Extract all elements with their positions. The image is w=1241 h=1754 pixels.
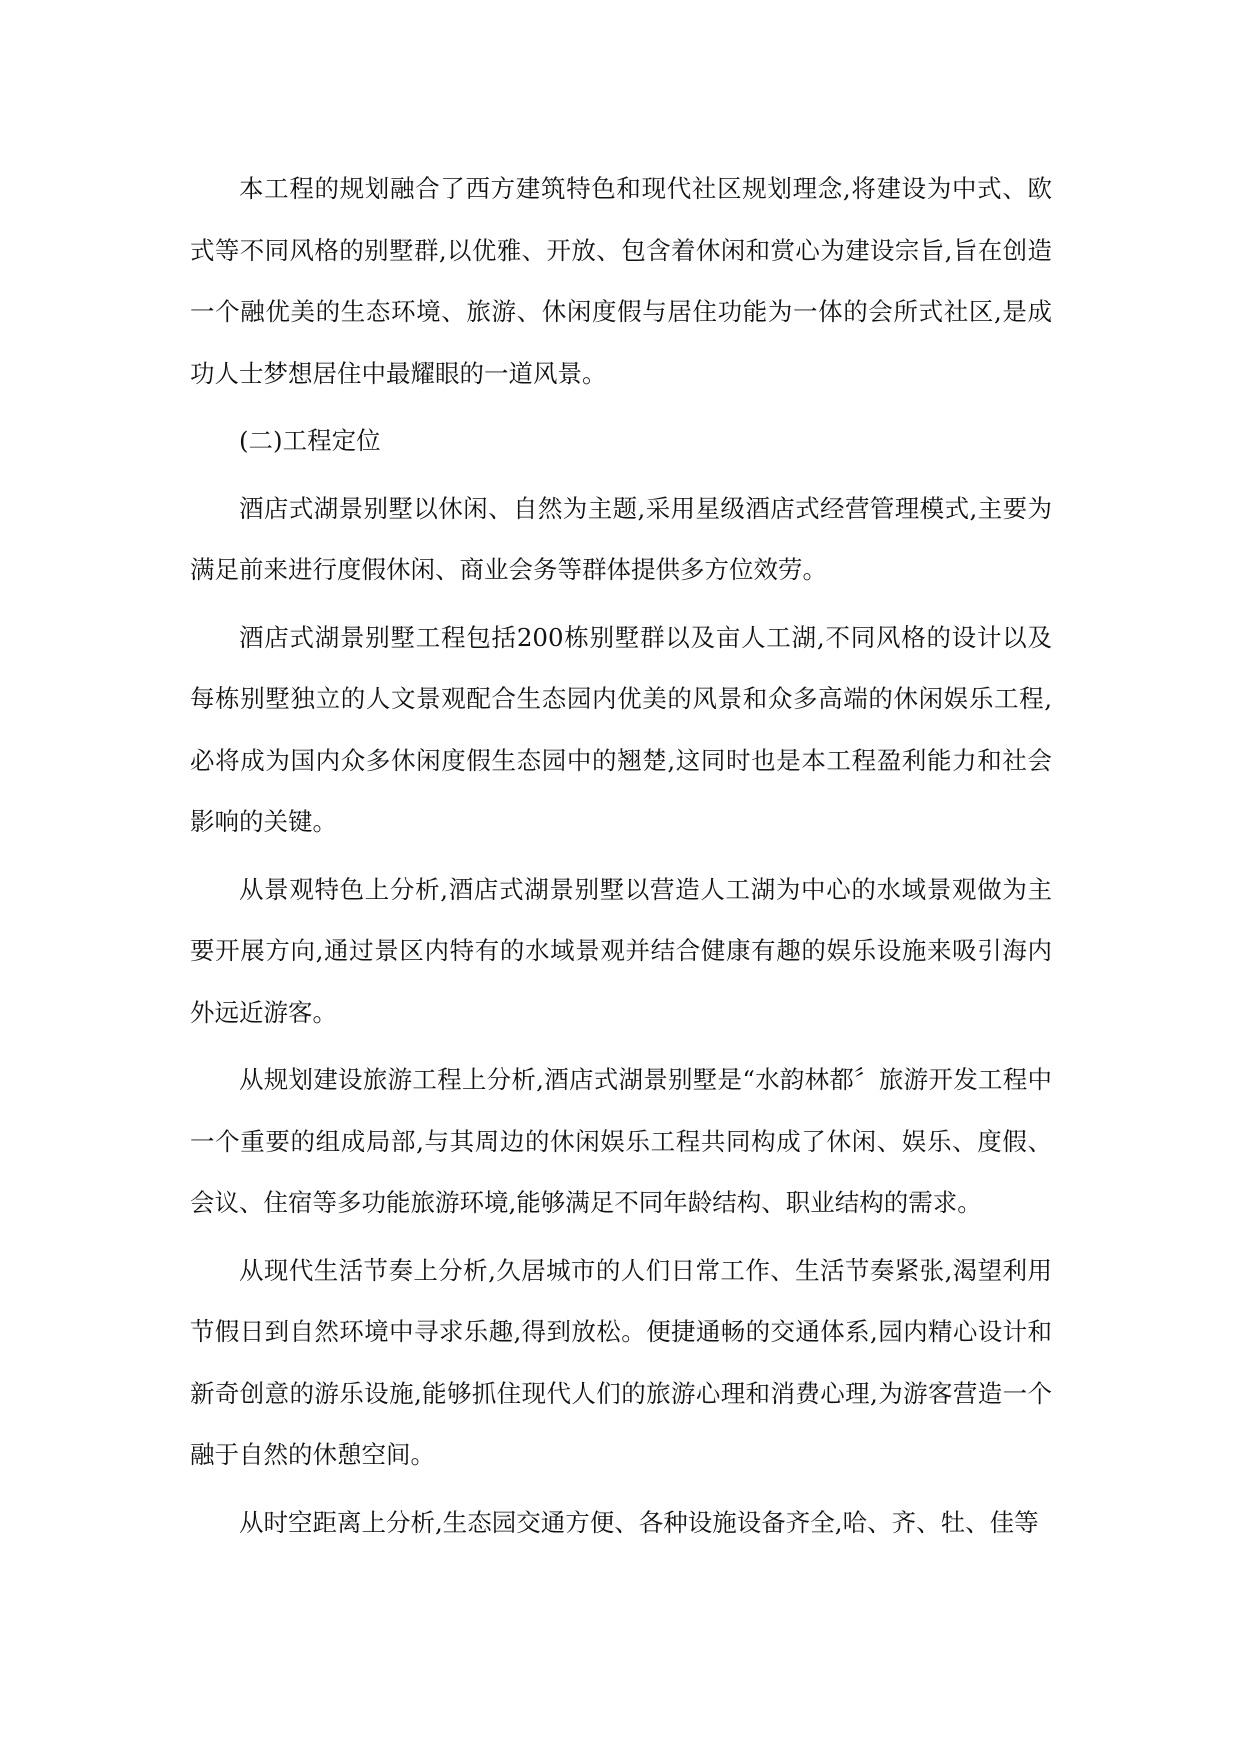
section-heading-project-positioning: (二)工程定位	[239, 426, 381, 455]
paragraph-intro: 本工程的规划融合了西方建筑特色和现代社区规划理念,将建设为中式、欧式等不同风格的别墅群,以优雅、开放、包含着休闲和赏心为建设宗旨,旨在创造一个融优美的生态环境、旅游、休闲度假与居住功能为一体的会所式社区,是成功人士梦想居住中最耀眼的一道风景。	[190, 174, 1052, 388]
paragraph-project-scope: 酒店式湖景别墅工程包括200栋别墅群以及亩人工湖,不同风格的设计以及每栋别墅独立的人文景观配合生态园内优美的风景和众多高端的休闲娱乐工程,必将成为国内众多休闲度假生态园中的翘楚,这同时也是本工程盈利能力和社会影响的关键。	[190, 622, 1052, 836]
paragraph-tourism-planning-analysis: 从规划建设旅游工程上分析,酒店式湖景别墅是“水韵林都〞旅游开发工程中一个重要的组成局部,与其周边的休闲娱乐工程共同构成了休闲、娱乐、度假、会议、住宿等多功能旅游环境,能够满足不同年龄结构、职业结构的需求。	[190, 1065, 1052, 1217]
paragraph-landscape-analysis: 从景观特色上分析,酒店式湖景别墅以营造人工湖为中心的水域景观做为主要开展方向,通过景区内特有的水域景观并结合健康有趣的娱乐设施来吸引海内外远近游客。	[190, 874, 1052, 1027]
document-body	[190, 158, 1052, 1559]
paragraph-distance-analysis: 从时空距离上分析,生态园交通方便、各种设施设备齐全,哈、齐、牡、佳等	[239, 1507, 1039, 1537]
paragraph-modern-life-analysis: 从现代生活节奏上分析,久居城市的人们日常工作、生活节奏紧张,渴望利用节假日到自然环境中寻求乐趣,得到放松。便捷通畅的交通体系,园内精心设计和新奇创意的游乐设施,能够抓住现代人们的旅游心理和消费心理,为游客营造一个融于自然的休憩空间。	[190, 1255, 1052, 1469]
paragraph-theme: 酒店式湖景别墅以休闲、自然为主题,采用星级酒店式经营管理模式,主要为满足前来进行度假休闲、商业会务等群体提供多方位效劳。	[190, 493, 1052, 584]
